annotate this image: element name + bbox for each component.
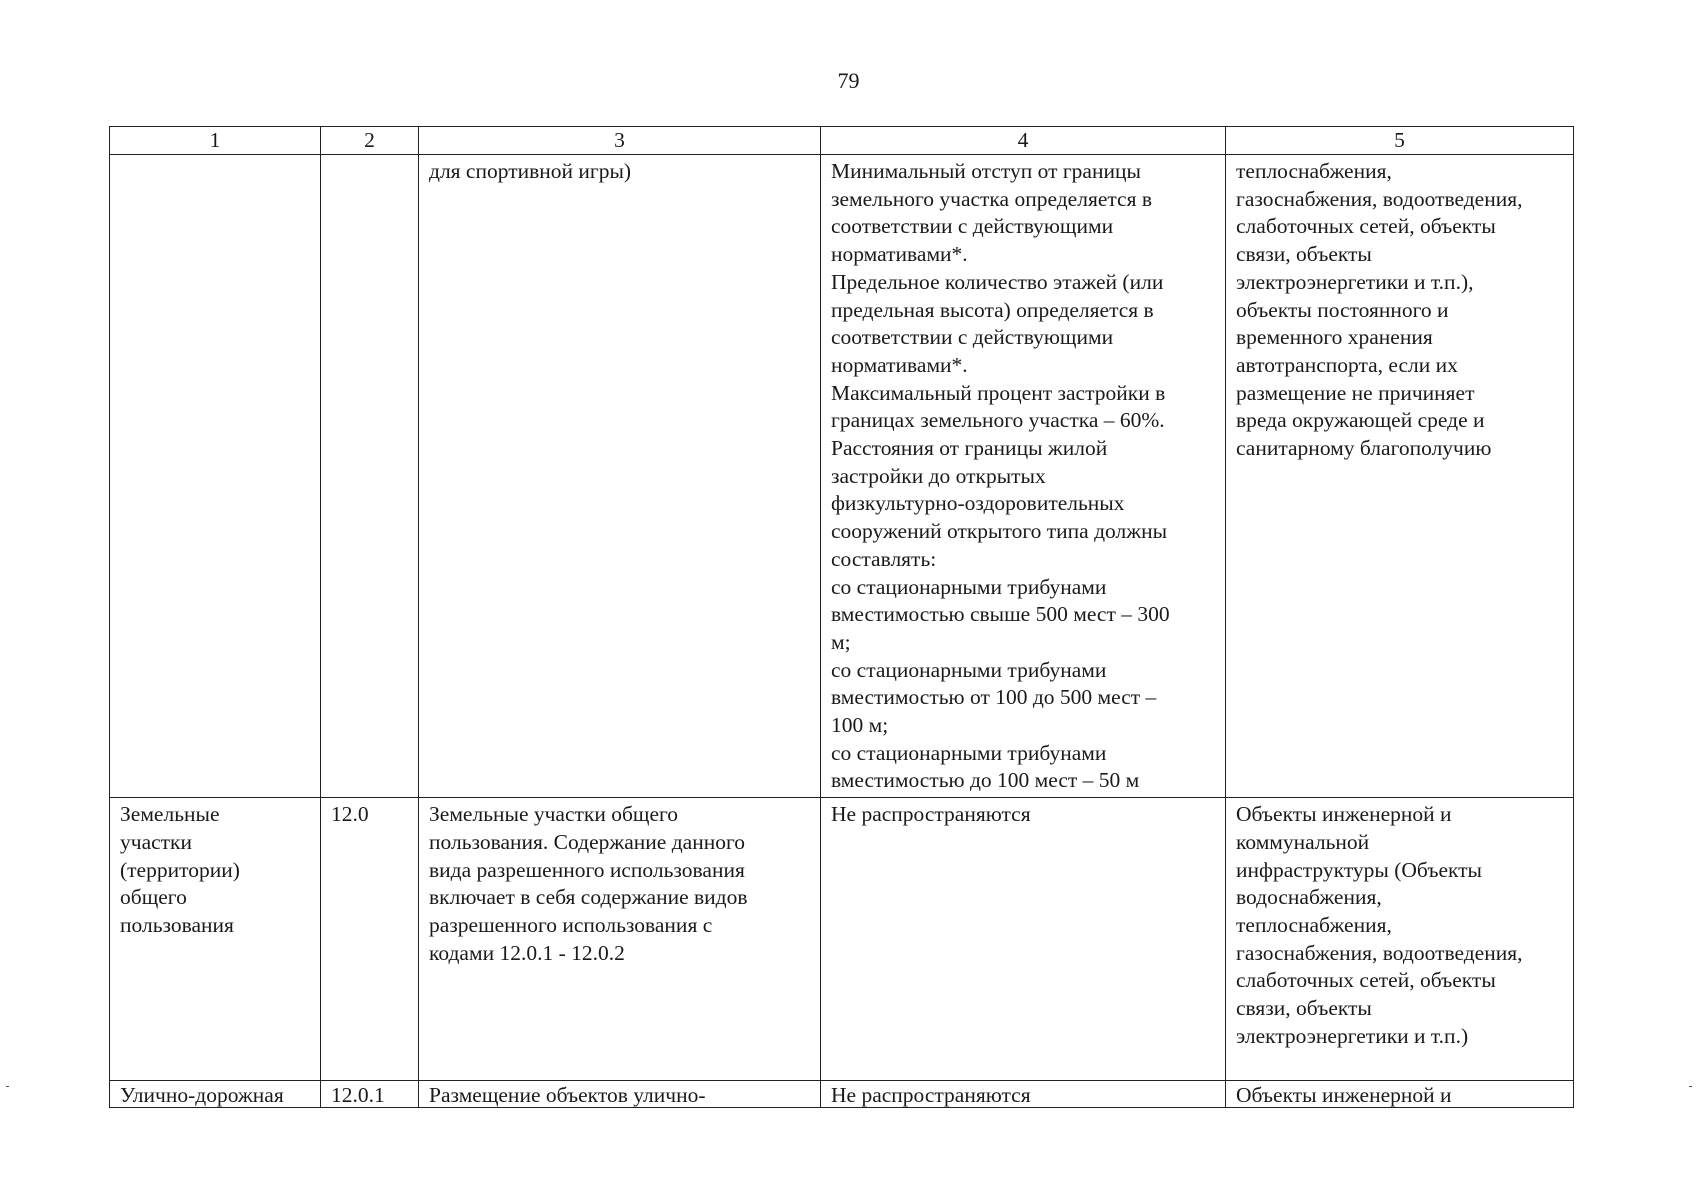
- cell-auxiliary-uses: Объекты инженерной и коммунальной инфраструктуры (Объекты водоснабжения, теплоснабжения, газоснабжения, водоотведения, слаботочных сетей, объекты связи, объекты электроэнергетики и т.п.): [1226, 798, 1574, 1081]
- cell-parameters: Не распространяются: [821, 1081, 1226, 1108]
- table-header-row: [110, 127, 1574, 155]
- scan-edge-mark-right: [1689, 1086, 1692, 1087]
- column-number-1: 1: [110, 127, 321, 155]
- cell-code: [321, 155, 419, 798]
- column-number-2: 2: [321, 127, 419, 155]
- cell-land-use-type: [110, 155, 321, 798]
- cell-land-use-type: Земельные участки (территории) общего пользования: [110, 798, 321, 1081]
- cell-code: 12.0: [321, 798, 419, 1081]
- table-row: [110, 155, 1574, 798]
- cell-parameters: Не распространяются: [821, 798, 1226, 1081]
- scan-edge-mark-left: [6, 1086, 9, 1087]
- regulations-table: [109, 126, 1574, 1108]
- cell-description: для спортивной игры): [419, 155, 821, 798]
- cell-description: Размещение объектов улично-: [419, 1081, 821, 1108]
- cell-auxiliary-uses: Объекты инженерной и: [1226, 1081, 1574, 1108]
- table-row: [110, 798, 1574, 1081]
- column-number-4: 4: [821, 127, 1226, 155]
- cell-land-use-type: Улично-дорожная: [110, 1081, 321, 1108]
- cell-description: Земельные участки общего пользования. Содержание данного вида разрешенного использования включает в себя содержание видов разрешенного использования с кодами 12.0.1 - 12.0.2: [419, 798, 821, 1081]
- cell-auxiliary-uses: теплоснабжения, газоснабжения, водоотведения, слаботочных сетей, объекты связи, объекты электроэнергетики и т.п.), объекты постоянного и временного хранения автотранспорта, если их размещение не причиняет вреда окружающей среде и санитарному благополучию: [1226, 155, 1574, 798]
- cell-parameters: Минимальный отступ от границы земельного участка определяется в соответствии с действующими нормативами*. Предельное количество этажей (или предельная высота) определяется в соответствии с действующими нормативами*. Максимальный процент застройки в границах земельного участка – 60%. Расстояния от границы жилой застройки до открытых физкультурно-оздоровительных сооружений открытого типа должны составлять: со стационарными трибунами вместимостью свыше 500 мест – 300 м; со стационарными трибунами вместимостью от 100 до 500 мест – 100 м; со стационарными трибунами вместимостью до 100 мест – 50 м: [821, 155, 1226, 798]
- column-number-3: 3: [419, 127, 821, 155]
- column-number-5: 5: [1226, 127, 1574, 155]
- page-number: 79: [837, 68, 860, 93]
- cell-code: 12.0.1: [321, 1081, 419, 1108]
- table-row: [110, 1081, 1574, 1108]
